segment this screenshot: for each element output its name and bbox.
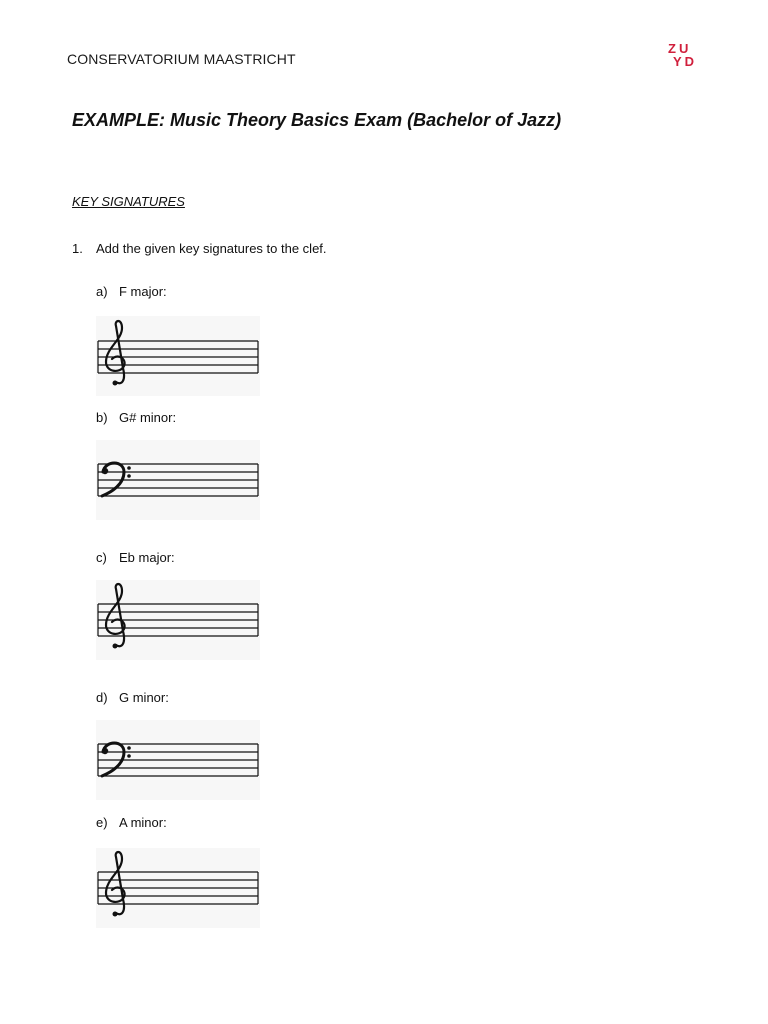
treble-staff[interactable] <box>96 848 260 928</box>
item-label: G minor: <box>119 690 169 705</box>
item-label: A minor: <box>119 815 167 830</box>
question-text: Add the given key signatures to the clef. <box>96 241 327 256</box>
logo-line-2: YD <box>673 54 698 69</box>
item-letter: e) <box>96 815 108 830</box>
treble-clef-icon <box>106 321 125 383</box>
section-heading: KEY SIGNATURES <box>72 194 185 209</box>
institution-name: CONSERVATORIUM MAASTRICHT <box>67 51 296 67</box>
item-label: F major: <box>119 284 167 299</box>
treble-staff[interactable] <box>96 580 260 660</box>
zuyd-logo <box>668 42 698 68</box>
treble-staff[interactable] <box>96 316 260 396</box>
bass-staff[interactable] <box>96 440 260 520</box>
logo-line-1: ZU <box>668 41 692 56</box>
item-letter: b) <box>96 410 108 425</box>
item-letter: c) <box>96 550 107 565</box>
exam-title: EXAMPLE: Music Theory Basics Exam (Bachelor of Jazz) <box>72 110 562 130</box>
item-label: Eb major: <box>119 550 175 565</box>
treble-clef-icon <box>106 584 125 646</box>
item-letter: a) <box>96 284 108 299</box>
bass-staff[interactable] <box>96 720 260 800</box>
item-letter: d) <box>96 690 108 705</box>
treble-clef-icon <box>106 852 125 914</box>
question-number: 1. <box>72 241 83 256</box>
item-label: G# minor: <box>119 410 177 425</box>
